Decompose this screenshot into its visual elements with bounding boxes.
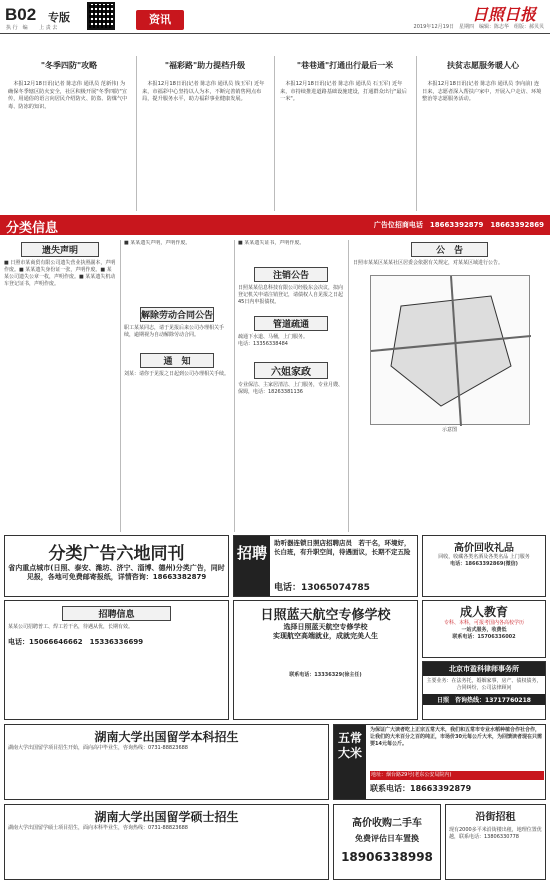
used-car-ad <box>333 804 441 880</box>
lost-notice-column <box>4 240 116 532</box>
ad-phone: 18906338998 <box>341 850 433 864</box>
article-title: "福彩路"助力提档升级 <box>164 61 246 70</box>
notice-body: 疏通下水道、马桶，上门服务。 <box>238 334 309 340</box>
notice-body: 专业保洁、主家居清洁、上门服务，专业月嫂、保姆，电话：18263381136 <box>238 382 344 395</box>
ad-body: 省内重点城市(日照、泰安、潍坊、济宁、淄博、德州)分类广告，同时见报，各地可免费邮寄报纸，详情咨询：18663382879 <box>8 564 225 582</box>
ad-body: 湖南大学出国留学项目招生开始，面向高中毕业生，咨询热线：0731-88823688 <box>8 745 188 751</box>
adult-education-ad <box>422 600 546 658</box>
banner-title: 分类信息 <box>6 221 59 236</box>
news-article-4 <box>422 60 544 210</box>
news-article-3 <box>280 60 410 210</box>
recycle-ad <box>422 535 546 597</box>
article-body: 本报12月18日讯(记者 陈志伟 通讯员 李向前) 连日来，志愿者深入帮扶户家中，开展入户走访、环境整治等志愿服务活动。 <box>422 81 542 103</box>
news-article-1 <box>8 60 130 210</box>
ad-title: 日照蓝天航空专修学校 <box>260 608 391 623</box>
page-header <box>0 0 550 34</box>
ad-body: 湖南大学出国留学硕士项目招生，面向本科毕业生，咨询热线：0731-88823688 <box>8 825 188 831</box>
ad-title: 招聘信息 <box>62 606 171 621</box>
notice-phone: 电话：13356338484 <box>238 341 288 347</box>
ad-phone: 联系电话：13336329(徐主任) <box>289 671 362 678</box>
column-body: ■ 日照市某商贸有限公司遗失营业执照副本，声明作废。■ 某某遗失身份证一张，声明作废。■ 某某公司遗失公章一枚，声明作废。■ 某某遗失机动车登记证书，声明作废。 <box>4 260 116 287</box>
banner-contact: 广告位招商电话 18663392879 18663392869 <box>373 221 544 229</box>
ad-title: 沿街招租 <box>475 812 516 823</box>
notice-title: 通 知 <box>140 353 214 368</box>
article-body: 本报12月18日讯(记者 陈志伟 通讯员 石玉军) 近年来，市持续推进道路基础设施建设，打通群众出行"最后一米"。 <box>280 81 407 103</box>
ad-title: 高价回收礼品 <box>454 543 514 554</box>
map-caption: 示意图 <box>441 427 457 433</box>
recruit-big: 招聘 <box>234 536 270 596</box>
recruit-ad <box>233 535 418 597</box>
column-intro: ■ 某某遗失声明，声明作废。 <box>124 240 191 246</box>
article-title: "巷巷通"打通出行最后一米 <box>296 61 394 70</box>
ad-body: 专科、本科，可报考国内各高校学历 <box>443 620 524 626</box>
article-title: "冬季四防"攻略 <box>40 61 98 70</box>
ad-title: 高价收购二手车 <box>352 818 422 829</box>
ad-title: 成人教育 <box>459 605 508 619</box>
ad-title: 湖南大学出国留学硕士招生 <box>94 810 239 824</box>
ad-body: 现有2000多平米沿街楼出租，地理位置优越，联系电话：13806330778 <box>449 827 542 840</box>
divider <box>416 56 417 211</box>
notice-body: 日照市某某区某某社区居委会依据有关规定，对某某区域进行公告。 <box>353 260 504 266</box>
ad-title: 北京市盈科律师事务所 <box>423 662 545 676</box>
ad-sub: 实现航空高端就业，成就完美人生 <box>273 632 378 641</box>
notice-title: 管道疏通 <box>254 316 328 331</box>
notice-column-3 <box>234 240 344 532</box>
ad-address: 地址：烟台路29号(老东公安局院内) <box>370 771 544 780</box>
ad-phone: 联系电话：18663392879 <box>370 784 472 793</box>
divider <box>136 56 137 211</box>
recruit-text: 助听器连锁日照店招聘店员 若干名，环境好，长白班，有升职空间，待遇面议，长期不定五险 <box>274 539 411 556</box>
notice-column-2 <box>120 240 230 532</box>
ad-title: 分类广告六地同刊 <box>48 544 185 564</box>
shop-rent-ad <box>445 804 546 880</box>
rice-big: 五常大米 <box>334 725 366 799</box>
page-number: B02 <box>5 5 37 24</box>
notice-title: 解除劳动合同公告 <box>140 307 214 322</box>
ad-title: 湖南大学出国留学本科招生 <box>94 730 239 744</box>
ad-sub: 一站式服务，收费低 <box>461 627 507 633</box>
column-intro: ■ 某某遗失证书，声明作废。 <box>238 240 305 246</box>
site-map <box>370 275 530 433</box>
ad-body: 回收，收藏各类名酒及各类名品 上门服务 <box>438 554 530 560</box>
ad-phone: 电话：18663392869(微信) <box>450 561 518 567</box>
classified-banner <box>0 215 550 235</box>
ad-body: 为保证广大读者吃上正宗五常大米，我们和五常市专业水稻种植合作社合作，让我们的大米百分之百的纯正，市场价30元每公斤大米，为回馈读者现在只需要14元每公斤。 <box>370 727 542 747</box>
hunan-undergrad-ad <box>4 724 329 800</box>
law-firm-ad <box>422 661 546 720</box>
ad-phone: 联系电话：15706336002 <box>452 634 516 640</box>
hunan-master-ad <box>4 804 329 880</box>
article-body: 本报12月18日讯(记者 陈志伟 通讯员 钱玉军) 近年来，市福彩中心坚持以人为本，不断完善销售网点布局，提升服务水平，助力福彩事业健康发展。 <box>142 81 265 103</box>
recruit-phone: 电话：13065074785 <box>274 583 370 593</box>
column-tag: 资讯 <box>136 10 184 30</box>
article-body: 本报12月18日讯(记者 陈志伟 通讯员 范新伟) 为确保冬季辖区防火安全，社区积极开展"冬季四防"宣传，用通俗的语言向居民介绍防火、防盗、防煤气中毒、防冻的知识。 <box>8 81 128 110</box>
six-city-ad <box>4 535 229 597</box>
notice-title: 注销公告 <box>254 267 328 282</box>
article-title: 扶贫志愿服务暖人心 <box>447 61 519 70</box>
announcement-column <box>348 240 546 532</box>
section-name: 专版 <box>48 11 70 24</box>
notice-body: 职工某某同志，请于见报后来公司办理相关手续，逾期视为自动解除劳动合同。 <box>124 325 225 338</box>
ad-phone: 电话：15066646662 15336336699 <box>8 638 144 646</box>
qr-code-icon <box>87 2 115 30</box>
ad-phone: 日照 咨询热线：13717760218 <box>423 694 545 705</box>
ad-body: 某某公司招聘普工、焊工若干名，待遇从优，长期有效。 <box>8 624 134 630</box>
ad-sub: 选择日照蓝天航空专修学校 <box>283 623 368 631</box>
map-drawing <box>371 276 531 426</box>
notice-title: 六姐家政 <box>254 362 328 379</box>
news-article-2 <box>142 60 268 210</box>
notice-body: 刘某：请你于见报之日起到公司办理相关手续。 <box>124 371 230 377</box>
ad-body: 主要业务：在法务托，婚姻家事，房产、债权债务，合同纠纷，公司法律顾问 <box>426 678 542 691</box>
masthead-logo: 日照日报 <box>471 5 536 24</box>
rice-ad <box>333 724 546 800</box>
job-info-ad <box>4 600 229 720</box>
notice-body: 日照某某信息科技有限公司经股东会决议，拟向登记机关申请注销登记，请债权人自见报之日起45日内申报债权。 <box>238 285 344 305</box>
editors-line: 执 行 编 上 责 去 <box>6 25 58 31</box>
column-title: 遗失声明 <box>21 242 99 257</box>
dateline: 2019年12月19日 星期四 编辑：陈志华 组版：郝贝贝 <box>413 24 544 30</box>
notice-title: 公 告 <box>411 242 488 257</box>
divider <box>274 56 275 211</box>
ad-sub: 免费评估日车置换 <box>355 834 419 843</box>
aviation-school-ad <box>233 600 418 720</box>
